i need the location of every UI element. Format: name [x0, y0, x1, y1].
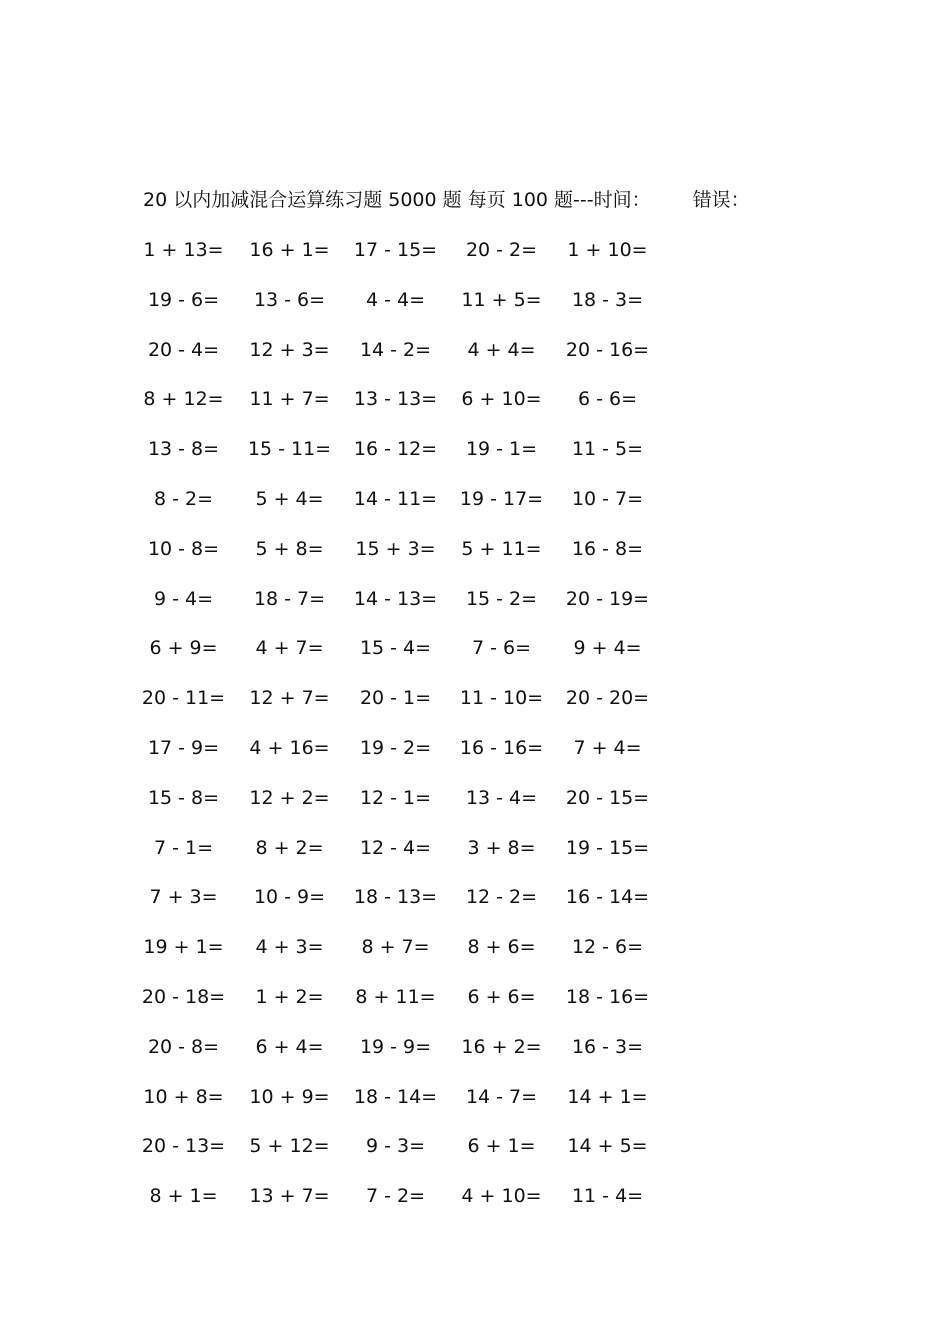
math-problem: 10 + 8= — [143, 1085, 224, 1108]
math-problem: 14 - 2= — [359, 338, 432, 361]
math-problem: 13 - 8= — [147, 438, 220, 461]
problem-row — [143, 983, 703, 1033]
math-problem: 20 - 13= — [141, 1135, 226, 1158]
math-problem: 16 - 3= — [571, 1035, 644, 1058]
math-problem: 15 - 11= — [247, 438, 332, 461]
math-problem: 16 - 8= — [571, 537, 644, 560]
math-problem: 20 - 20= — [565, 687, 650, 710]
problem-row — [143, 784, 703, 834]
math-problem: 8 + 12= — [143, 388, 224, 411]
math-problem: 9 - 4= — [153, 587, 214, 610]
problem-row — [143, 286, 703, 336]
math-problem: 19 - 9= — [359, 1035, 432, 1058]
math-problem: 11 + 7= — [249, 388, 330, 411]
math-problem: 20 - 4= — [147, 338, 220, 361]
math-problem: 20 - 11= — [141, 687, 226, 710]
math-problem: 13 - 6= — [253, 288, 326, 311]
math-problem: 12 + 3= — [249, 338, 330, 361]
math-problem: 9 - 3= — [365, 1135, 426, 1158]
math-problem: 19 + 1= — [143, 936, 224, 959]
math-problem: 13 - 13= — [353, 388, 438, 411]
math-problem: 14 - 11= — [353, 487, 438, 510]
math-problem: 12 + 2= — [249, 786, 330, 809]
problem-row — [143, 883, 703, 933]
math-problem: 17 - 15= — [353, 239, 438, 261]
math-problem: 12 - 1= — [359, 786, 432, 809]
math-problem: 20 - 8= — [147, 1035, 220, 1058]
math-problem: 12 - 2= — [465, 886, 538, 909]
problem-row — [143, 236, 703, 286]
math-problem: 18 - 16= — [565, 985, 650, 1008]
math-problem: 15 + 3= — [355, 537, 436, 560]
problem-row — [143, 834, 703, 884]
math-problem: 4 + 10= — [461, 1185, 542, 1208]
math-problem: 9 + 4= — [573, 637, 642, 660]
math-problem: 13 - 4= — [465, 786, 538, 809]
math-problem: 19 - 1= — [465, 438, 538, 461]
math-problem: 8 - 2= — [153, 487, 214, 510]
math-problem: 18 - 7= — [253, 587, 326, 610]
math-problem: 19 - 6= — [147, 288, 220, 311]
math-problem: 6 + 9= — [149, 637, 218, 660]
math-problem: 18 - 3= — [571, 288, 644, 311]
math-problem: 6 - 6= — [577, 388, 638, 411]
problem-grid — [143, 236, 703, 1232]
math-problem: 16 + 2= — [461, 1035, 542, 1058]
math-problem: 1 + 10= — [567, 239, 648, 261]
problem-row — [143, 435, 703, 485]
math-problem: 16 - 16= — [459, 736, 544, 759]
math-problem: 5 + 11= — [461, 537, 542, 560]
math-problem: 4 + 7= — [255, 637, 324, 660]
math-problem: 4 + 4= — [467, 338, 536, 361]
math-problem: 4 + 16= — [249, 736, 330, 759]
math-problem: 8 + 1= — [149, 1185, 218, 1208]
math-problem: 8 + 6= — [467, 936, 536, 959]
problem-row — [143, 933, 703, 983]
math-problem: 11 - 4= — [571, 1185, 644, 1208]
math-problem: 20 - 16= — [565, 338, 650, 361]
math-problem: 17 - 9= — [147, 736, 220, 759]
problem-row — [143, 1182, 703, 1232]
math-problem: 19 - 17= — [459, 487, 544, 510]
math-problem: 7 + 4= — [573, 736, 642, 759]
math-problem: 7 + 3= — [149, 886, 218, 909]
math-problem: 6 + 1= — [467, 1135, 536, 1158]
problem-row — [143, 1132, 703, 1182]
math-problem: 4 - 4= — [365, 288, 426, 311]
math-problem: 11 + 5= — [461, 288, 542, 311]
math-problem: 20 - 19= — [565, 587, 650, 610]
math-problem: 15 - 8= — [147, 786, 220, 809]
math-problem: 14 + 5= — [567, 1135, 648, 1158]
problem-row — [143, 1083, 703, 1133]
math-problem: 10 - 9= — [253, 886, 326, 909]
math-problem: 18 - 13= — [353, 886, 438, 909]
math-problem: 8 + 2= — [255, 836, 324, 859]
math-problem: 7 - 6= — [471, 637, 532, 660]
math-problem: 1 + 2= — [255, 985, 324, 1008]
errors-label: 错误： — [692, 189, 750, 211]
problem-row — [143, 385, 703, 435]
worksheet-header — [143, 186, 750, 214]
math-problem: 16 - 14= — [565, 886, 650, 909]
math-problem: 14 - 13= — [353, 587, 438, 610]
math-problem: 10 + 9= — [249, 1085, 330, 1108]
math-problem: 11 - 10= — [459, 687, 544, 710]
problem-row — [143, 1033, 703, 1083]
math-problem: 3 + 8= — [467, 836, 536, 859]
math-problem: 12 - 4= — [359, 836, 432, 859]
math-problem: 10 - 7= — [571, 487, 644, 510]
math-problem: 8 + 11= — [355, 985, 436, 1008]
math-problem: 7 - 1= — [153, 836, 214, 859]
math-problem: 10 - 8= — [147, 537, 220, 560]
math-problem: 20 - 2= — [465, 239, 538, 261]
math-problem: 11 - 5= — [571, 438, 644, 461]
problem-row — [143, 535, 703, 585]
math-problem: 16 - 12= — [353, 438, 438, 461]
math-problem: 5 + 12= — [249, 1135, 330, 1158]
math-problem: 13 + 7= — [249, 1185, 330, 1208]
math-problem: 19 - 2= — [359, 736, 432, 759]
problem-row — [143, 585, 703, 635]
math-problem: 4 + 3= — [255, 936, 324, 959]
math-problem: 14 + 1= — [567, 1085, 648, 1108]
math-problem: 8 + 7= — [361, 936, 430, 959]
worksheet-title: 20 以内加减混合运算练习题 5000 题 每页 100 题---时间： — [143, 189, 651, 211]
math-problem: 20 - 18= — [141, 985, 226, 1008]
problem-row — [143, 684, 703, 734]
math-problem: 6 + 4= — [255, 1035, 324, 1058]
math-problem: 7 - 2= — [365, 1185, 426, 1208]
problem-row — [143, 485, 703, 535]
math-problem: 20 - 15= — [565, 786, 650, 809]
math-problem: 5 + 8= — [255, 537, 324, 560]
math-problem: 12 + 7= — [249, 687, 330, 710]
problem-row — [143, 634, 703, 684]
math-problem: 5 + 4= — [255, 487, 324, 510]
math-problem: 18 - 14= — [353, 1085, 438, 1108]
math-problem: 15 - 2= — [465, 587, 538, 610]
math-problem: 6 + 10= — [461, 388, 542, 411]
math-problem: 20 - 1= — [359, 687, 432, 710]
math-problem: 19 - 15= — [565, 836, 650, 859]
problem-row — [143, 336, 703, 386]
math-problem: 14 - 7= — [465, 1085, 538, 1108]
math-problem: 15 - 4= — [359, 637, 432, 660]
math-problem: 6 + 6= — [467, 985, 536, 1008]
math-problem: 1 + 13= — [143, 239, 224, 261]
math-problem: 16 + 1= — [249, 239, 330, 261]
math-problem: 12 - 6= — [571, 936, 644, 959]
problem-row — [143, 734, 703, 784]
